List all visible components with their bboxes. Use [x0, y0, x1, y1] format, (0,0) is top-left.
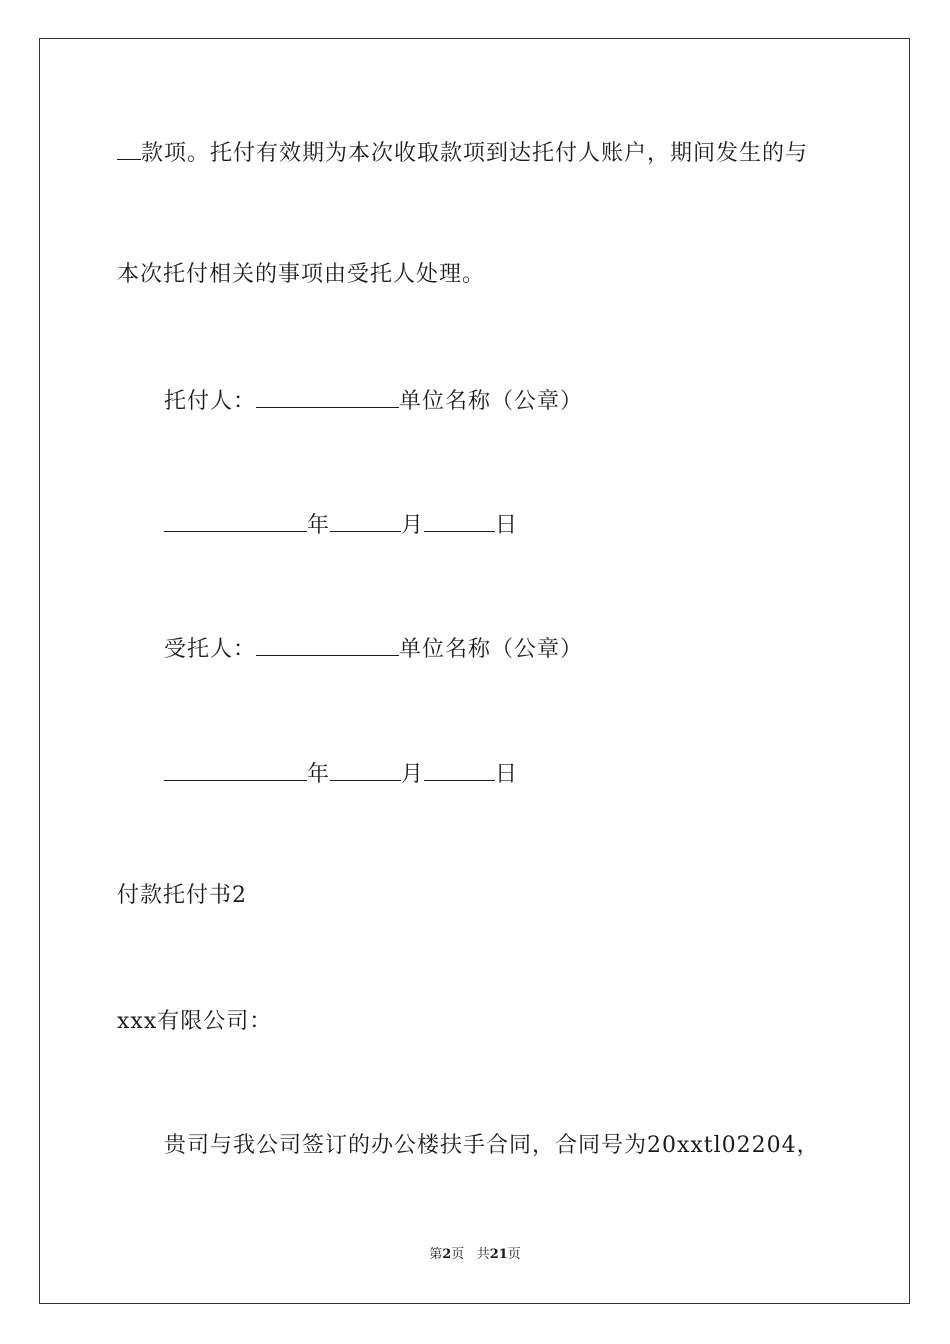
year-blank	[164, 758, 307, 781]
addressee-text: xxx有限公司：	[117, 1009, 273, 1034]
month-blank	[330, 509, 401, 532]
day-label: 日	[495, 762, 519, 787]
entrustor-label: 托付人：	[164, 389, 257, 414]
year-label: 年	[307, 513, 331, 538]
paragraph-line-1	[117, 137, 808, 168]
addressee	[117, 1008, 272, 1036]
entrustor-date-line	[164, 509, 518, 540]
entrustor-unit-label: 单位名称（公章）	[399, 389, 584, 414]
trustee-line	[164, 633, 583, 664]
day-blank	[424, 509, 495, 532]
total-prefix: 共	[476, 1247, 490, 1262]
page-footer	[0, 1246, 950, 1264]
section-heading-text: 付款托付书2	[117, 883, 247, 908]
body-paragraph	[164, 1132, 820, 1160]
month-label: 月	[401, 762, 425, 787]
day-blank	[424, 758, 495, 781]
trustee-blank	[256, 633, 399, 656]
trustee-label: 受托人：	[164, 637, 257, 662]
month-label: 月	[401, 513, 425, 538]
paragraph-line-2	[117, 261, 485, 289]
day-label: 日	[495, 513, 519, 538]
total-pages: 21	[489, 1247, 508, 1262]
month-blank	[330, 758, 401, 781]
paragraph-text-1: 款项。托付有效期为本次收取款项到达托付人账户，期间发生的与	[141, 141, 809, 166]
year-blank	[164, 509, 307, 532]
blank-line	[117, 137, 141, 160]
year-label: 年	[307, 762, 331, 787]
page-suffix: 页	[451, 1247, 465, 1262]
total-suffix: 页	[507, 1247, 521, 1262]
page-prefix: 第	[429, 1247, 443, 1262]
trustee-date-line	[164, 758, 518, 789]
trustee-unit-label: 单位名称（公章）	[399, 637, 584, 662]
body-paragraph-text: 贵司与我公司签订的办公楼扶手合同，合同号为20xxtl02204，	[164, 1133, 820, 1158]
paragraph-text-2: 本次托付相关的事项由受托人处理。	[117, 262, 486, 287]
section-heading	[117, 882, 247, 910]
entrustor-line	[164, 385, 583, 416]
entrustor-blank	[256, 385, 399, 408]
page-number: 2	[442, 1247, 452, 1262]
page-border	[39, 38, 910, 1304]
